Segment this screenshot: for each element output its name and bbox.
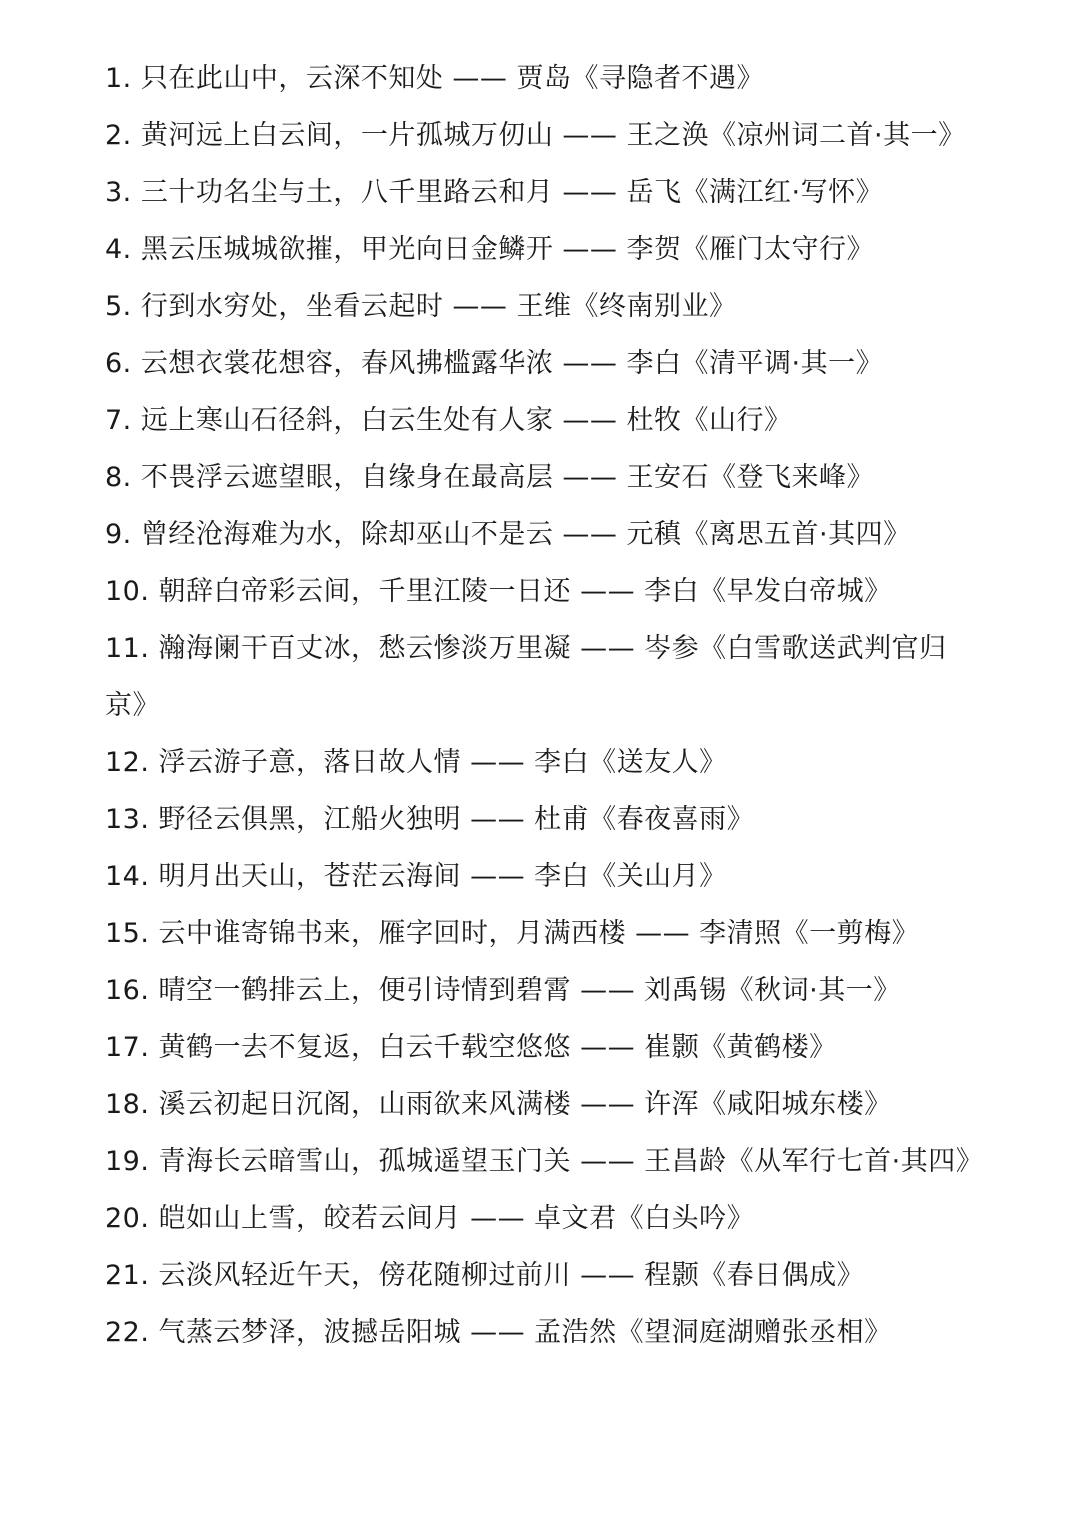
list-item: 9. 曾经沧海难为水，除却巫山不是云 —— 元稹《离思五首·其四》 bbox=[105, 519, 911, 550]
list-item: 1. 只在此山中，云深不知处 —— 贾岛《寻隐者不遇》 bbox=[105, 63, 765, 94]
list-item: 10. 朝辞白帝彩云间，千里江陵一日还 —— 李白《早发白帝城》 bbox=[105, 576, 892, 607]
list-item: 12. 浮云游子意，落日故人情 —— 李白《送友人》 bbox=[105, 747, 727, 778]
list-item: 17. 黄鹤一去不复返，白云千载空悠悠 —— 崔颢《黄鹤楼》 bbox=[105, 1032, 837, 1063]
list-item: 13. 野径云俱黑，江船火独明 —— 杜甫《春夜喜雨》 bbox=[105, 804, 755, 835]
list-item: 3. 三十功名尘与土，八千里路云和月 —— 岳飞《满江红·写怀》 bbox=[105, 177, 884, 208]
list-item: 11. 瀚海阑干百丈冰，愁云惨淡万里凝 —— 岑参《白雪歌送武判官归京》 bbox=[105, 633, 947, 721]
list-item: 2. 黄河远上白云间，一片孤城万仞山 —— 王之涣《凉州词二首·其一》 bbox=[105, 120, 966, 151]
list-item: 16. 晴空一鹤排云上，便引诗情到碧霄 —— 刘禹锡《秋词·其一》 bbox=[105, 975, 901, 1006]
list-item: 18. 溪云初起日沉阁，山雨欲来风满楼 —— 许浑《咸阳城东楼》 bbox=[105, 1089, 892, 1120]
list-item: 14. 明月出天山，苍茫云海间 —— 李白《关山月》 bbox=[105, 861, 727, 892]
list-item: 19. 青海长云暗雪山，孤城遥望玉门关 —— 王昌龄《从军行七首·其四》 bbox=[105, 1146, 984, 1177]
list-item: 5. 行到水穷处，坐看云起时 —— 王维《终南别业》 bbox=[105, 291, 737, 322]
poem-list bbox=[105, 50, 985, 1361]
list-item: 21. 云淡风轻近午天，傍花随柳过前川 —— 程颢《春日偶成》 bbox=[105, 1260, 865, 1291]
list-item: 7. 远上寒山石径斜，白云生处有人家 —— 杜牧《山行》 bbox=[105, 405, 792, 436]
list-item: 22. 气蒸云梦泽，波撼岳阳城 —— 孟浩然《望洞庭湖赠张丞相》 bbox=[105, 1317, 892, 1348]
list-item: 6. 云想衣裳花想容，春风拂槛露华浓 —— 李白《清平调·其一》 bbox=[105, 348, 884, 379]
list-item: 4. 黑云压城城欲摧，甲光向日金鳞开 —— 李贺《雁门太守行》 bbox=[105, 234, 875, 265]
list-item: 15. 云中谁寄锦书来，雁字回时，月满西楼 —— 李清照《一剪梅》 bbox=[105, 918, 920, 949]
list-item: 8. 不畏浮云遮望眼，自缘身在最高层 —— 王安石《登飞来峰》 bbox=[105, 462, 875, 493]
list-item: 20. 皑如山上雪，皎若云间月 —— 卓文君《白头吟》 bbox=[105, 1203, 755, 1234]
